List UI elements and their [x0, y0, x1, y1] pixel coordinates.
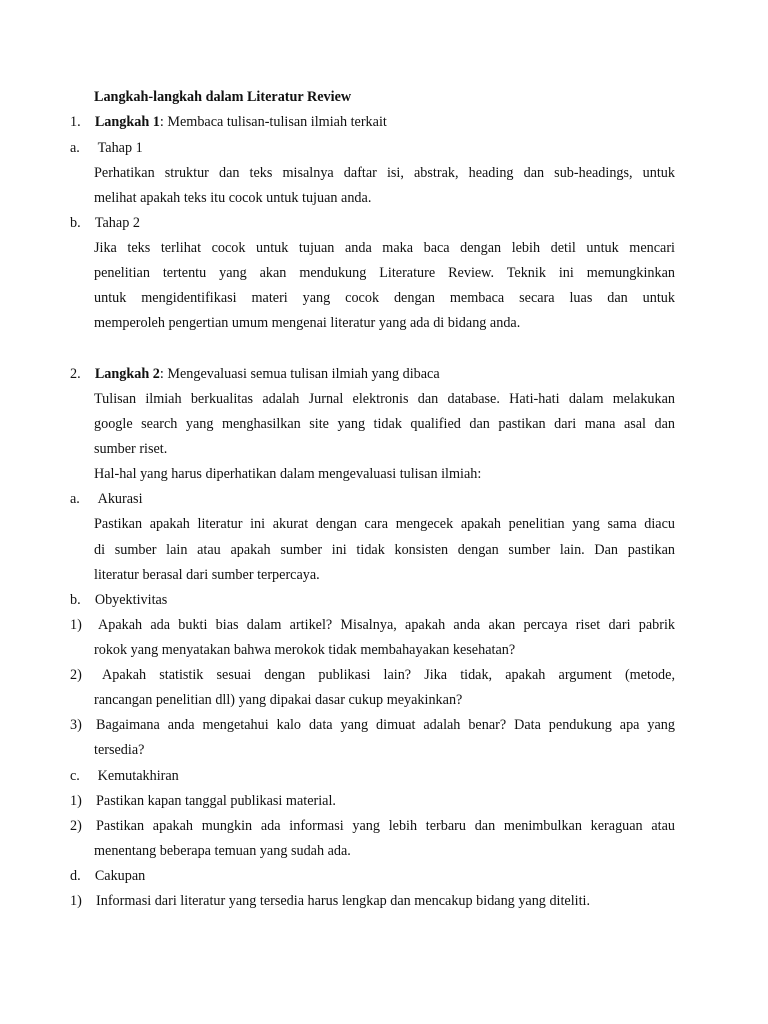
step-2-c-heading: c. Kemutakhiran: [70, 768, 179, 784]
paragraph-line: melihat apakah teks itu cocok untuk tujuan anda.: [94, 190, 372, 206]
step-2-heading: 2. Langkah 2: Mengevaluasi semua tulisan ilmiah yang dibaca: [70, 366, 440, 382]
paragraph-line: di sumber lain atau apakah sumber ini tidak konsisten dengan sumber lain. Dan pastikan: [94, 542, 675, 558]
paragraph-line: menentang beberapa temuan yang sudah ada.: [94, 843, 351, 859]
paragraph-line: Perhatikan struktur dan teks misalnya daftar isi, abstrak, heading dan sub-headings, untuk: [94, 165, 675, 181]
paragraph-line: Hal-hal yang harus diperhatikan dalam mengevaluasi tulisan ilmiah:: [94, 466, 482, 482]
step-1-b-heading: b. Tahap 2: [70, 215, 140, 231]
step-2-b-heading: b. Obyektivitas: [70, 592, 168, 608]
paragraph-line: memperoleh pengertian umum mengenai literatur yang ada di bidang anda.: [94, 315, 521, 331]
paragraph-line: Tulisan ilmiah berkualitas adalah Jurnal elektronis dan database. Hati-hati dalam melakukan: [94, 391, 675, 407]
page-title: Langkah-langkah dalam Literatur Review: [94, 89, 352, 105]
paragraph-line: sumber riset.: [94, 441, 168, 457]
step-2-a-heading: a. Akurasi: [70, 491, 143, 507]
paragraph-line: Informasi dari literatur yang tersedia harus lengkap dan mencakup bidang yang diteliti.: [96, 893, 591, 909]
list-number: 3): [70, 717, 82, 733]
paragraph-line: penelitian tertentu yang akan mendukung Literature Review. Teknik ini memungkinkan: [94, 265, 675, 281]
paragraph-line: Pastikan apakah literatur ini akurat dengan cara mengecek apakah penelitian yang sama diacu: [94, 516, 675, 532]
paragraph-line: untuk mengidentifikasi materi yang cocok dengan membaca secara luas dan untuk: [94, 290, 675, 306]
paragraph-line: Jika teks terlihat cocok untuk tujuan anda maka baca dengan lebih detil untuk mencari: [94, 240, 675, 256]
list-number: 2): [70, 818, 82, 834]
paragraph-line: Apakah statistik sesuai dengan publikasi lain? Jika tidak, apakah argument (metode,: [102, 667, 675, 683]
step-1-a-heading: a. Tahap 1: [70, 140, 143, 156]
paragraph-line: google search yang menghasilkan site yang tidak qualified dan pastikan dari mana asal dan: [94, 416, 675, 432]
paragraph-line: Bagaimana anda mengetahui kalo data yang dimuat adalah benar? Data pendukung apa yang: [96, 717, 675, 733]
list-number: 1): [70, 793, 82, 809]
paragraph-line: Pastikan apakah mungkin ada informasi yang lebih terbaru dan menimbulkan keraguan atau: [96, 818, 675, 834]
list-number: 2): [70, 667, 82, 683]
paragraph-line: tersedia?: [94, 742, 145, 758]
step-2-d-heading: d. Cakupan: [70, 868, 146, 884]
paragraph-line: literatur berasal dari sumber terpercaya.: [94, 567, 320, 583]
paragraph-line: Apakah ada bukti bias dalam artikel? Misalnya, apakah anda akan percaya riset dari pabrik: [98, 617, 675, 633]
paragraph-line: rokok yang menyatakan bahwa merokok tidak membahayakan kesehatan?: [94, 642, 516, 658]
paragraph-line: rancangan penelitian dll) yang dipakai dasar cukup meyakinkan?: [94, 692, 463, 708]
step-1-heading: 1. Langkah 1: Membaca tulisan-tulisan ilmiah terkait: [70, 114, 387, 130]
list-number: 1): [70, 617, 82, 633]
list-number: 1): [70, 893, 82, 909]
paragraph-line: Pastikan kapan tanggal publikasi material.: [96, 793, 336, 809]
